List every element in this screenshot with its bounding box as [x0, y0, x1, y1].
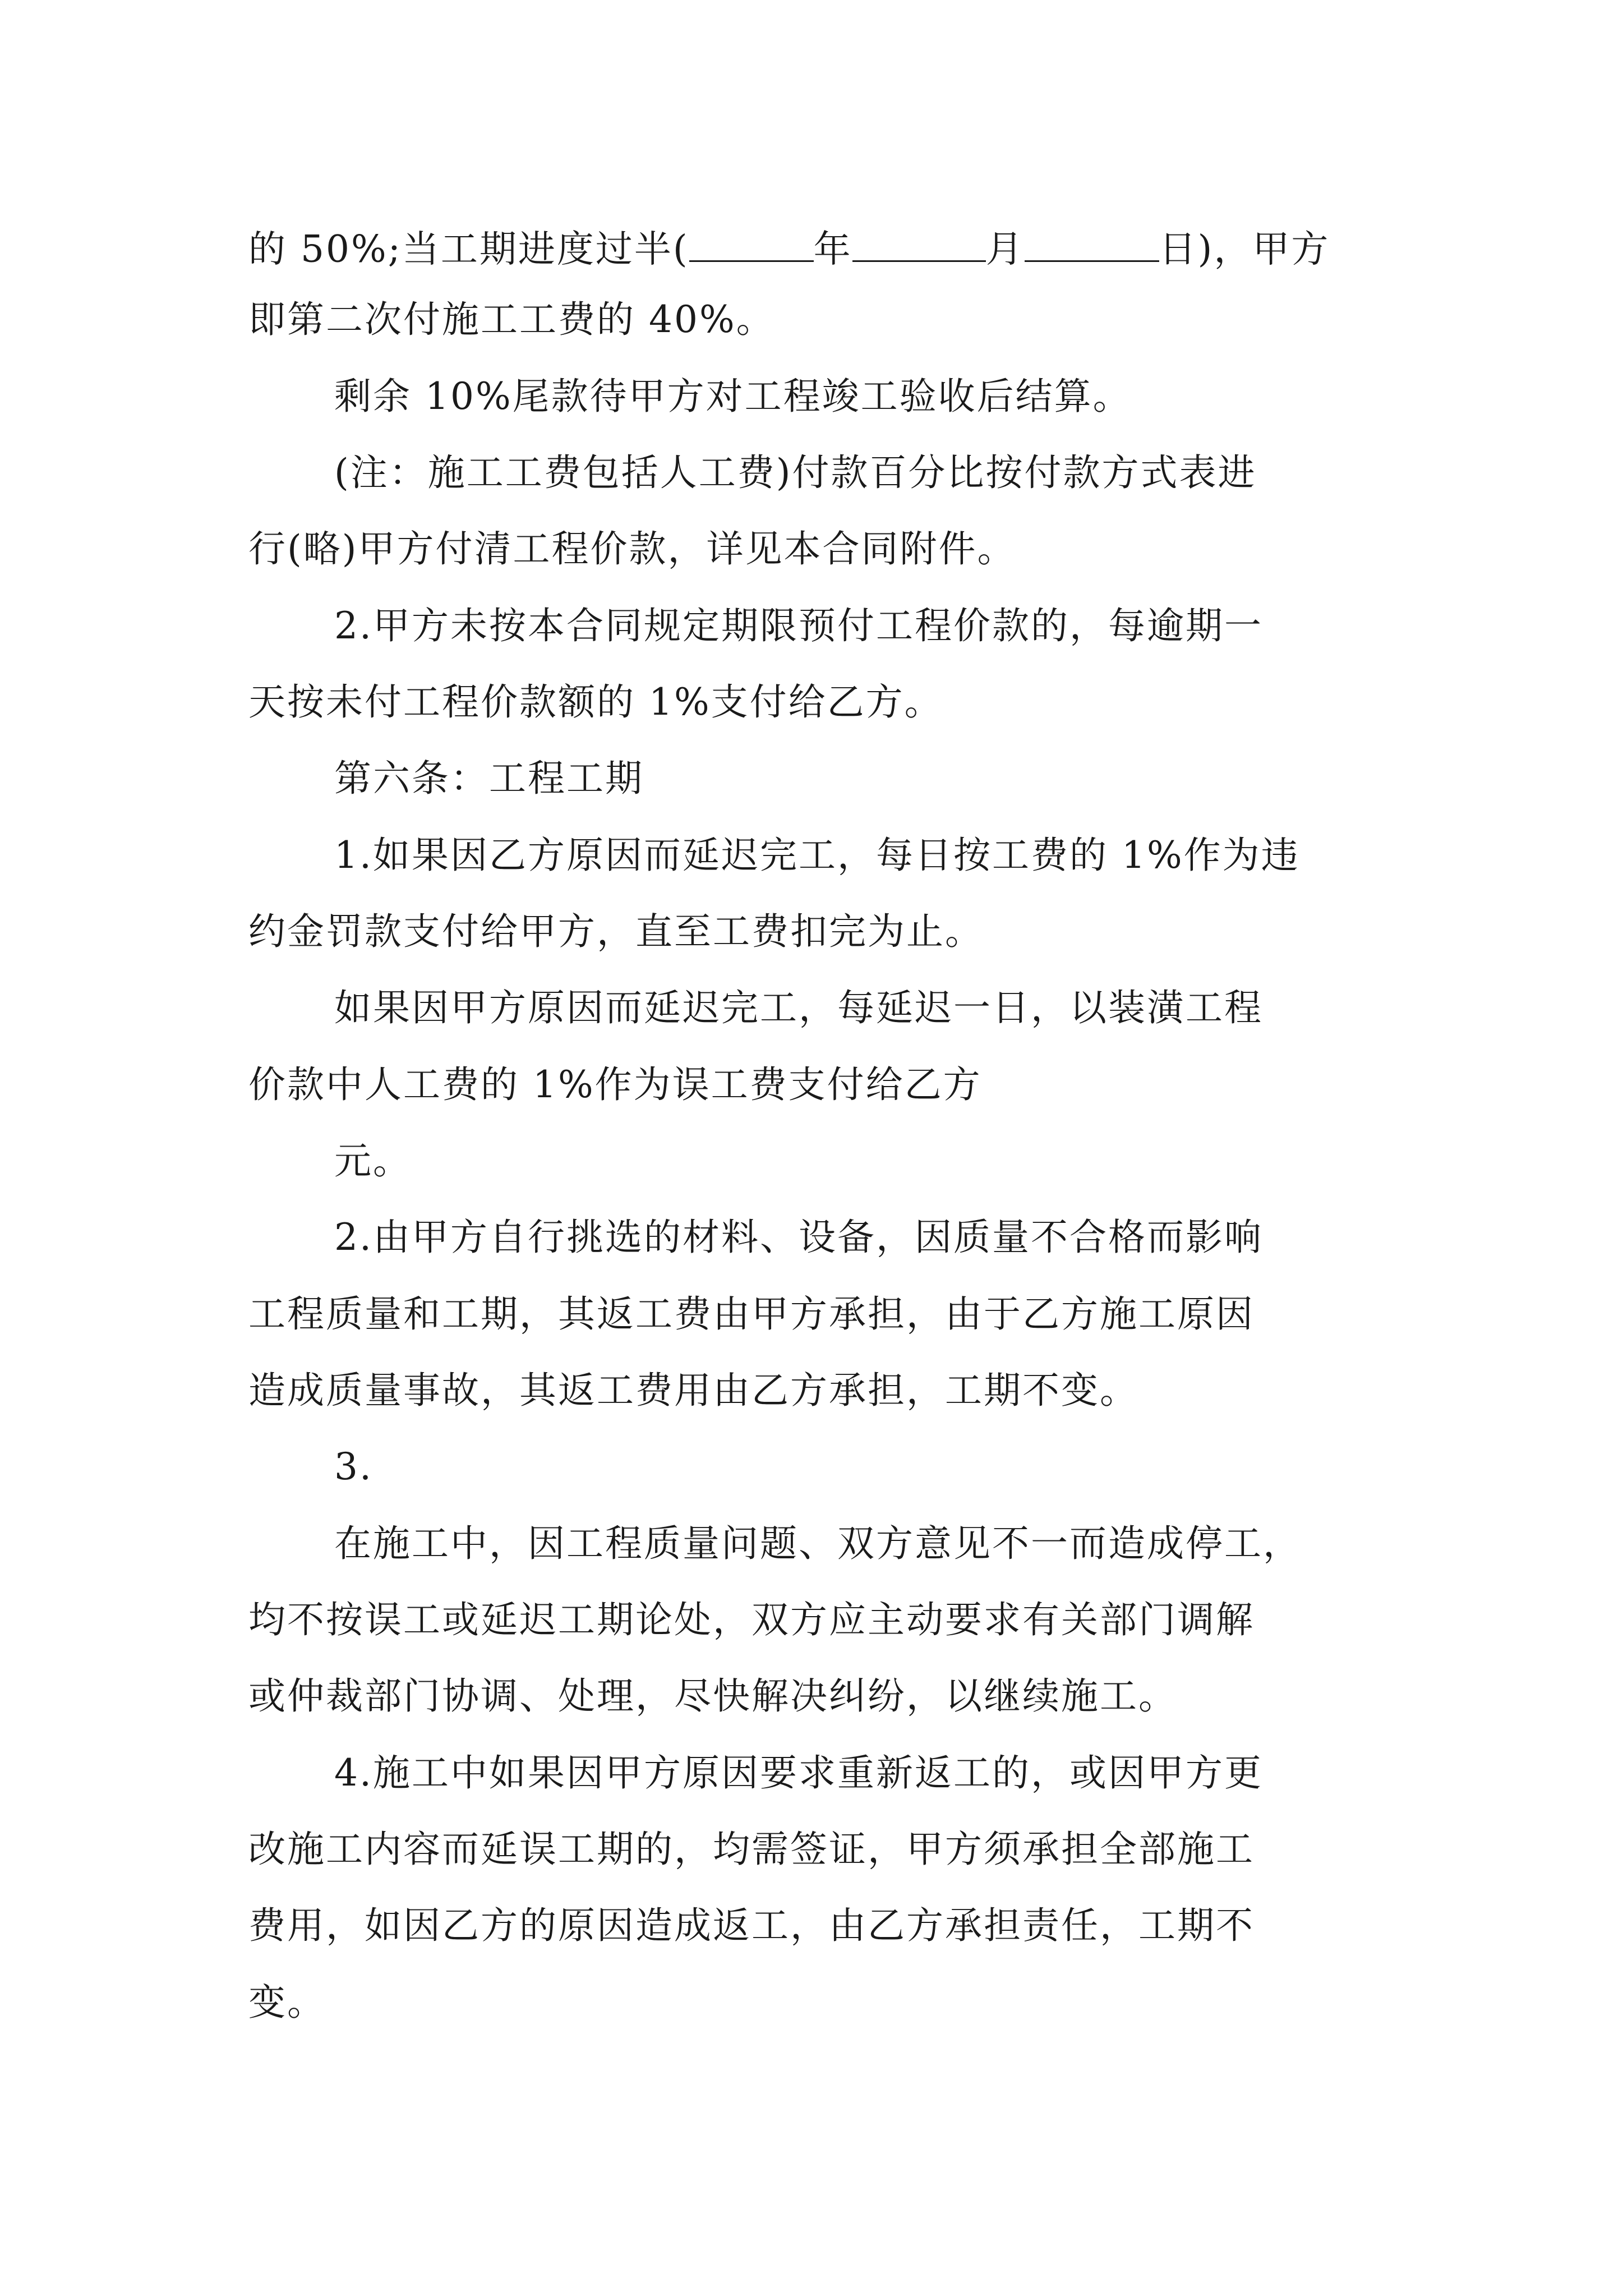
- date-blank-month: [852, 225, 986, 262]
- text-line-24: 变。: [248, 1981, 326, 2024]
- text-line-06: 2.甲方未按本合同规定期限预付工程价款的，每逾期一: [334, 604, 1263, 647]
- text-line-21: 4.施工中如果因甲方原因要求重新返工的，或因甲方更: [334, 1751, 1263, 1795]
- text-line-07: 天按未付工程价款额的 1%支付给乙方。: [248, 680, 943, 724]
- text-line-12: 价款中人工费的 1%作为误工费支付给乙方: [248, 1063, 982, 1106]
- text-line-17: 3.: [334, 1445, 373, 1488]
- text-line-18: 在施工中，因工程质量问题、双方意见不一而造成停工，: [334, 1522, 1302, 1565]
- section-heading: 第六条：工程工期: [334, 757, 644, 800]
- date-blank-year: [689, 225, 814, 262]
- text-segment: 年: [813, 227, 852, 271]
- text-line-10: 约金罚款支付给甲方，直至工费扣完为止。: [248, 910, 984, 953]
- text-line-19: 均不按误工或延迟工期论处，双方应主动要求有关部门调解: [248, 1598, 1255, 1641]
- text-line-16: 造成质量事故，其返工费用由乙方承担，工期不变。: [248, 1369, 1138, 1412]
- text-line-23: 费用，如因乙方的原因造成返工，由乙方承担责任，工期不: [248, 1904, 1255, 1947]
- text-line-15: 工程质量和工期，其返工费由甲方承担，由于乙方施工原因: [248, 1292, 1255, 1336]
- text-line-01: [248, 225, 1330, 271]
- text-line-22: 改施工内容而延误工期的，均需签证，甲方须承担全部施工: [248, 1828, 1255, 1871]
- date-blank-day: [1025, 225, 1159, 262]
- text-line-04: (注：施工工费包括人工费)付款百分比按付款方式表进: [334, 451, 1257, 494]
- text-line-20: 或仲裁部门协调、处理，尽快解决纠纷，以继续施工。: [248, 1674, 1177, 1718]
- text-line-05: 行(略)甲方付清工程价款，详见本合同附件。: [248, 527, 1016, 570]
- text-segment: 月: [985, 227, 1025, 271]
- text-line-09: 1.如果因乙方原因而延迟完工，每日按工费的 1%作为违: [334, 834, 1300, 877]
- text-segment: 的 50%;当工期进度过半(: [248, 227, 689, 271]
- text-line-11: 如果因甲方原因而延迟完工，每延迟一日，以装潢工程: [334, 986, 1263, 1029]
- text-segment: 日)，甲方: [1159, 227, 1330, 271]
- text-line-14: 2.由甲方自行挑选的材料、设备，因质量不合格而影响: [334, 1216, 1263, 1259]
- text-line-02: 即第二次付施工工费的 40%。: [248, 298, 775, 341]
- text-line-13: 元。: [334, 1139, 412, 1182]
- text-line-03: 剩余 10%尾款待甲方对工程竣工验收后结算。: [334, 375, 1132, 418]
